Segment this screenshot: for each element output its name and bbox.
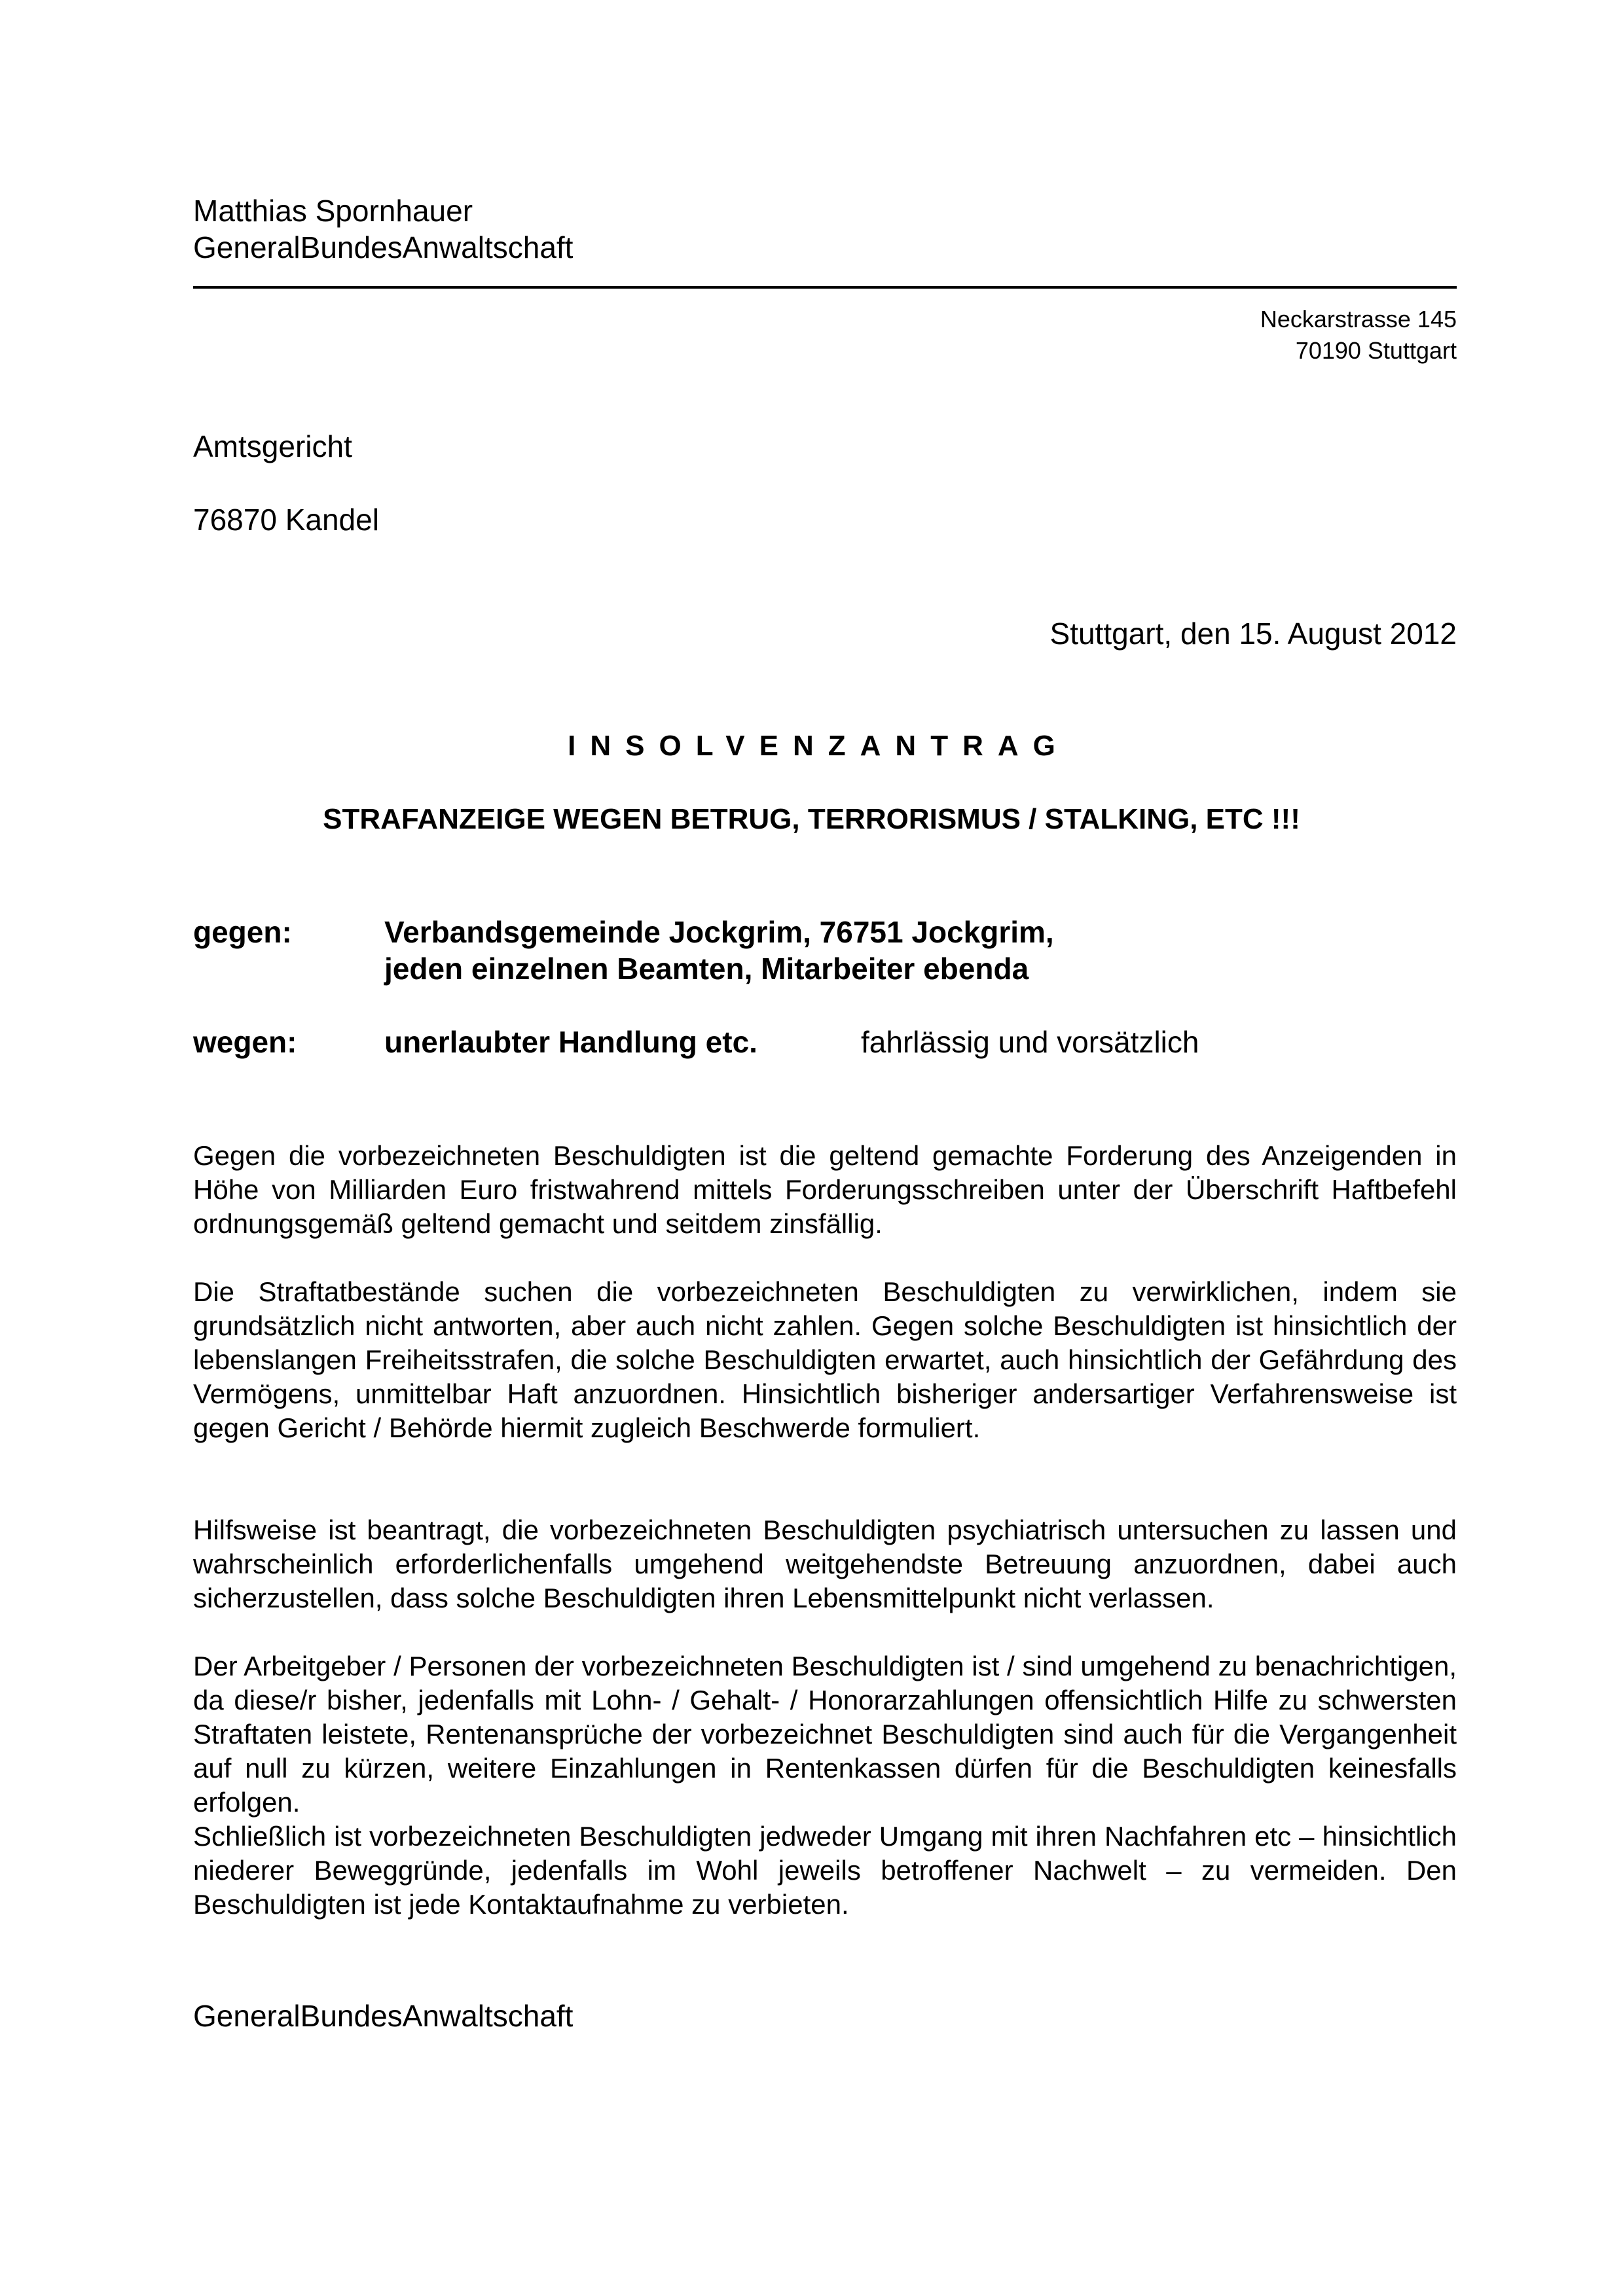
recipient-name: Amtsgericht — [193, 429, 352, 463]
sender-street: Neckarstrasse 145 — [1260, 306, 1457, 332]
reason-value: unerlaubter Handlung etc. — [384, 1025, 757, 1059]
document-title: INSOLVENZANTRAG — [568, 730, 1070, 762]
body-paragraph-5: Schließlich ist vorbezeichneten Beschuldigten jedweder Umgang mit ihren Nachfahren etc – hinsichtlich niederer Beweggründe, jedenfalls im Wohl jeweils betroffener Nachwelt – zu vermeiden. Den Beschuldigten ist jede Kontaktaufnahme zu verbieten. — [193, 1821, 1457, 1920]
header-divider — [193, 286, 1457, 289]
closing-signature: GeneralBundesAnwaltschaft — [193, 1999, 574, 2033]
body-paragraph-2: Die Straftatbestände suchen die vorbezeichneten Beschuldigten zu verwirklichen, indem sie grundsätzlich nicht antworten, aber auch nicht zahlen. Gegen solche Beschuldigten ist hinsichtlich der lebenslangen Freiheitsstrafen, die solche Beschuldigten erwartet, auch hinsichtlich der Gefährdung des Vermögens, unmittelbar Haft anzuordnen. Hinsichtlich bisheriger andersartiger Verfahrensweise ist gegen Gericht / Behörde hiermit zugleich Beschwerde formuliert. — [193, 1276, 1457, 1443]
body-paragraph-1: Gegen die vorbezeichneten Beschuldigten ist die geltend gemachte Forderung des Anzeigenden in Höhe von Milliarden Euro fristwahrend mittels Forderungsschreiben unter der Überschrift Haftbefehl ordnungsgemäß geltend gemacht und seitdem zinsfällig. — [193, 1140, 1457, 1239]
against-label: gegen: — [193, 915, 292, 949]
document-subtitle: STRAFANZEIGE WEGEN BETRUG, TERRORISMUS / STALKING, ETC !!! — [323, 803, 1300, 835]
reason-mode: fahrlässig und vorsätzlich — [861, 1025, 1199, 1059]
against-line-2: jeden einzelnen Beamten, Mitarbeiter ebenda — [384, 952, 1029, 986]
recipient-city: 76870 Kandel — [193, 503, 379, 537]
body-paragraph-4: Der Arbeitgeber / Personen der vorbezeichneten Beschuldigten ist / sind umgehend zu benachrichtigen, da diese/r bisher, jedenfalls mit Lohn- / Gehalt- / Honorarzahlungen offensichtlich Hilfe zu schwersten Straftaten leistete, Rentenansprüche der vorbezeichnet Beschuldigten sind auch für die Vergangenheit auf null zu kürzen, weitere Einzahlungen in Rentenkassen dürfen für die Beschuldigten keinesfalls erfolgen. — [193, 1651, 1457, 1818]
date-line: Stuttgart, den 15. August 2012 — [1049, 617, 1457, 651]
sender-organization: GeneralBundesAnwaltschaft — [193, 230, 574, 264]
sender-name: Matthias Spornhauer — [193, 194, 473, 228]
against-line-1: Verbandsgemeinde Jockgrim, 76751 Jockgrim, — [384, 915, 1054, 949]
body-paragraph-3: Hilfsweise ist beantragt, die vorbezeichneten Beschuldigten psychiatrisch untersuchen zu lassen und wahrscheinlich erforderlichenfalls umgehend weitgehendste Betreuung anzuordnen, dabei auch sicherzustellen, dass solche Beschuldigten ihren Lebensmittelpunkt nicht verlassen. — [193, 1515, 1457, 1613]
sender-city: 70190 Stuttgart — [1295, 337, 1457, 364]
reason-label: wegen: — [193, 1025, 297, 1059]
